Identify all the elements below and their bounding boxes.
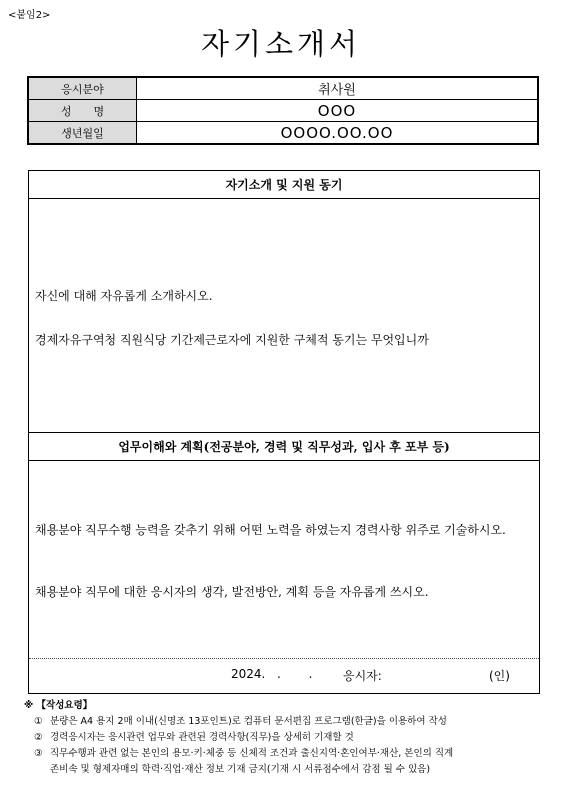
page-title: 자기소개서 <box>200 27 362 61</box>
prompt-motivation: 경제자유구역청 직원식당 기간제근로자에 지원한 구체적 동기는 무엇입니까 <box>35 333 429 347</box>
guide-continuation: 존비속 및 형제자매의 학력·직업·재산 정보 기재 금지(기재 시 서류점수에서 감점 될 수 있음) <box>50 764 431 775</box>
field-label-name: 성 명 <box>28 100 137 122</box>
guide-number: ③ <box>34 748 43 759</box>
date-year: 2024. <box>231 667 266 681</box>
date-placeholder: . . <box>277 667 325 681</box>
field-value-position: 취사원 <box>137 77 539 100</box>
field-label-birthdate: 생년월일 <box>28 122 137 145</box>
prompt-experience: 채용분야 직무수행 능력을 갖추기 위해 어떤 노력을 하였는지 경력사항 위주로 기술하시오. <box>35 523 506 537</box>
attachment-label: <붙임2> <box>8 10 51 21</box>
applicant-info-table <box>27 76 539 145</box>
guide-text: 경력응시자는 응시관련 업무와 관련된 경력사항(직무)을 상세히 기재할 것 <box>50 732 354 743</box>
guide-text: 직무수행과 관련 없는 본인의 용모·키·체중 등 신체적 조건과 출신지역·혼인여부·재산, 본인의 직계 <box>50 748 454 759</box>
writing-guide <box>24 698 544 778</box>
applicant-label: 응시자: <box>343 669 382 683</box>
field-label-position: 응시분야 <box>28 77 137 100</box>
signature-line <box>29 667 539 687</box>
guide-heading: ※ 【작성요령】 <box>24 700 93 711</box>
guide-number: ① <box>34 716 43 727</box>
essay-form <box>28 170 540 694</box>
list-item <box>24 714 544 730</box>
section-heading-job-plan: 업무이해와 계획(전공분야, 경력 및 직무성과, 입사 후 포부 등) <box>29 432 539 461</box>
field-value-birthdate: OOOO.OO.OO <box>137 122 539 145</box>
dotted-divider <box>29 658 539 659</box>
list-item <box>24 730 544 746</box>
table-row <box>28 100 538 122</box>
section-heading-introduction: 자기소개 및 지원 동기 <box>29 171 539 199</box>
seal-mark: (인) <box>489 669 510 683</box>
prompt-self-introduction: 자신에 대해 자유롭게 소개하시오. <box>35 289 213 303</box>
guide-text: 분량은 A4 용지 2매 이내(신명조 13포인트)로 컴퓨터 문서편집 프로그램(한글)을 이용하여 작성 <box>50 716 447 727</box>
table-row <box>28 77 538 100</box>
table-row <box>28 122 538 145</box>
guide-number: ② <box>34 732 43 743</box>
list-item <box>24 746 544 762</box>
prompt-job-thoughts: 채용분야 직무에 대한 응시자의 생각, 발전방안, 계획 등을 자유롭게 쓰시오. <box>35 585 429 599</box>
field-value-name: OOO <box>137 100 539 122</box>
